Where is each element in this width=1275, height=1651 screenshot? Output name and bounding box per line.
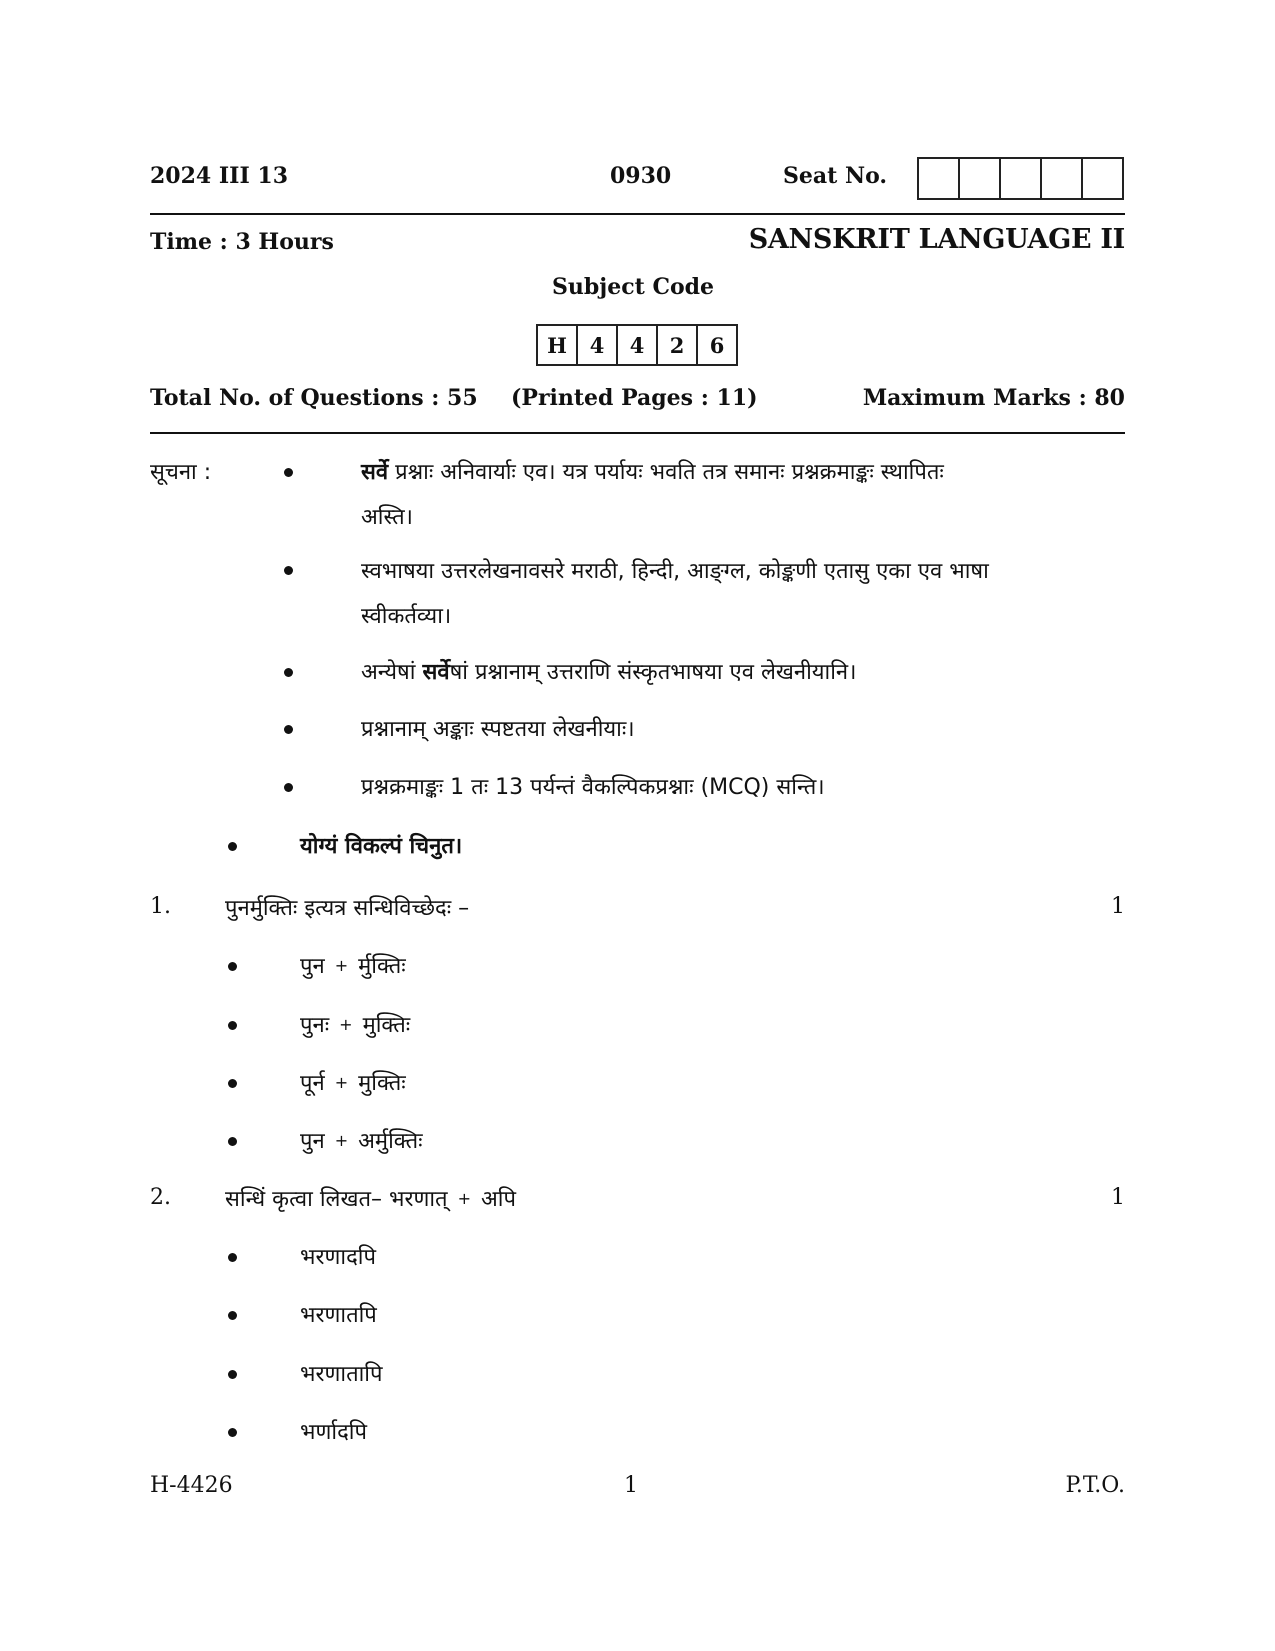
instruction-3-pre: अन्येषां [361, 660, 423, 685]
seat-number-cell[interactable] [919, 159, 960, 198]
subject-code-cell: H [538, 326, 578, 364]
question-2-text-pre: सन्धिं कृत्वा लिखत– भरणात् [225, 1187, 448, 1212]
option-part: मुक्तिः [358, 1071, 406, 1096]
subject-code-boxes [536, 324, 738, 366]
bullet-icon [284, 783, 293, 792]
radio-bullet-icon [228, 1021, 237, 1030]
instruction-4: प्रश्नानाम् अङ्काः स्पष्टतया लेखनीयाः। [361, 717, 635, 742]
bullet-icon [284, 566, 293, 575]
printed-pages: (Printed Pages : 11) [511, 385, 758, 411]
subject-code-cell: 2 [658, 326, 698, 364]
bullet-icon [228, 842, 237, 851]
instruction-1-line2: अस्ति। [361, 505, 413, 530]
subject-code-cell: 4 [578, 326, 618, 364]
instruction-3 [361, 656, 856, 686]
question-2-marks: 1 [1111, 1185, 1125, 1210]
question-1-marks: 1 [1111, 894, 1125, 919]
plus-sign: + [339, 1015, 353, 1034]
option-part: अर्मुक्तिः [358, 1129, 423, 1154]
bullet-icon [284, 468, 293, 477]
bullet-icon [284, 668, 293, 677]
subject-code-cell: 6 [709, 332, 725, 358]
question-2-text [225, 1183, 516, 1213]
question-1-option-a[interactable] [300, 950, 406, 980]
option-part: पूर्न [300, 1071, 325, 1096]
radio-bullet-icon [228, 962, 237, 971]
bullet-icon [284, 725, 293, 734]
footer-paper-code: H-4426 [150, 1473, 233, 1498]
maximum-marks: Maximum Marks : 80 [862, 385, 1125, 411]
instruction-2: स्वभाषया उत्तरलेखनावसरे मराठी, हिन्दी, आङ्ग्ल, कोङ्कणी एतासु एका एव भाषा [361, 559, 989, 584]
instruction-3-bold: सर्वे [422, 660, 450, 685]
instruction-1 [361, 456, 944, 486]
footer-pto: P.T.O. [1065, 1473, 1125, 1498]
subject-code-label: Subject Code [552, 274, 715, 300]
radio-bullet-icon [228, 1079, 237, 1088]
footer-page-number: 1 [624, 1473, 638, 1498]
instruction-5: प्रश्नक्रमाङ्कः 1 तः 13 पर्यन्तं वैकल्पिकप्रश्नाः (MCQ) सन्ति। [361, 775, 825, 800]
question-2-option-d[interactable]: भर्णादपि [300, 1420, 367, 1445]
time-allowed: Time : 3 Hours [150, 229, 334, 255]
instruction-1-text: प्रश्नाः अनिवार्याः एव। यत्र पर्यायः भवति तत्र समानः प्रश्नक्रमाङ्कः स्थापितः [388, 460, 944, 485]
question-2-option-c[interactable]: भरणातापि [300, 1362, 383, 1387]
instruction-1-bold: सर्वे [361, 460, 389, 485]
question-2-option-a[interactable]: भरणादपि [300, 1245, 376, 1270]
radio-bullet-icon [228, 1137, 237, 1146]
instruction-2-line2: स्वीकर्तव्या। [361, 604, 452, 629]
question-2-option-b[interactable]: भरणातपि [300, 1303, 377, 1328]
radio-bullet-icon [228, 1253, 237, 1262]
radio-bullet-icon [228, 1311, 237, 1320]
seat-number-cell[interactable] [1083, 159, 1122, 198]
option-part: पुनः [300, 1013, 330, 1038]
seat-number-cell[interactable] [1042, 159, 1083, 198]
option-part: मुक्तिः [362, 1013, 411, 1038]
plus-sign: + [334, 1073, 349, 1092]
radio-bullet-icon [228, 1370, 237, 1379]
exam-code: 2024 III 13 [150, 163, 289, 189]
total-questions: Total No. of Questions : 55 [150, 385, 478, 411]
plus-sign: + [334, 956, 349, 975]
plus-sign: + [457, 1189, 471, 1208]
question-2-text-post: अपि [481, 1187, 517, 1212]
question-1-text: पुनर्मुक्तिः इत्यत्र सन्धिविच्छेदः – [225, 896, 470, 921]
instruction-3-post: षां प्रश्नानाम् उत्तराणि संस्कृतभाषया एव लेखनीयानि। [449, 660, 857, 685]
subject-title: SANSKRIT LANGUAGE II [748, 224, 1125, 255]
plus-sign: + [334, 1131, 349, 1150]
seat-number-cell[interactable] [1001, 159, 1042, 198]
question-1-number: 1. [150, 894, 171, 919]
instructions-label: सूचना : [150, 460, 212, 485]
choose-option-prompt: योग्यं विकल्पं चिनुत। [300, 834, 463, 859]
question-2-number: 2. [150, 1185, 171, 1210]
option-part: पुन [300, 954, 325, 979]
seat-number-label: Seat No. [783, 163, 888, 189]
question-1-option-b[interactable] [300, 1009, 410, 1039]
header-bottom-divider [150, 432, 1125, 434]
paper-number: 0930 [610, 163, 672, 189]
option-part: र्मुक्तिः [358, 954, 406, 979]
radio-bullet-icon [228, 1428, 237, 1437]
header-divider [150, 213, 1125, 215]
option-part: पुन [300, 1129, 325, 1154]
subject-code-cell: 4 [618, 326, 658, 364]
question-1-option-c[interactable] [300, 1067, 406, 1097]
seat-number-boxes[interactable] [917, 157, 1124, 200]
question-1-option-d[interactable] [300, 1125, 423, 1155]
seat-number-cell[interactable] [960, 159, 1001, 198]
